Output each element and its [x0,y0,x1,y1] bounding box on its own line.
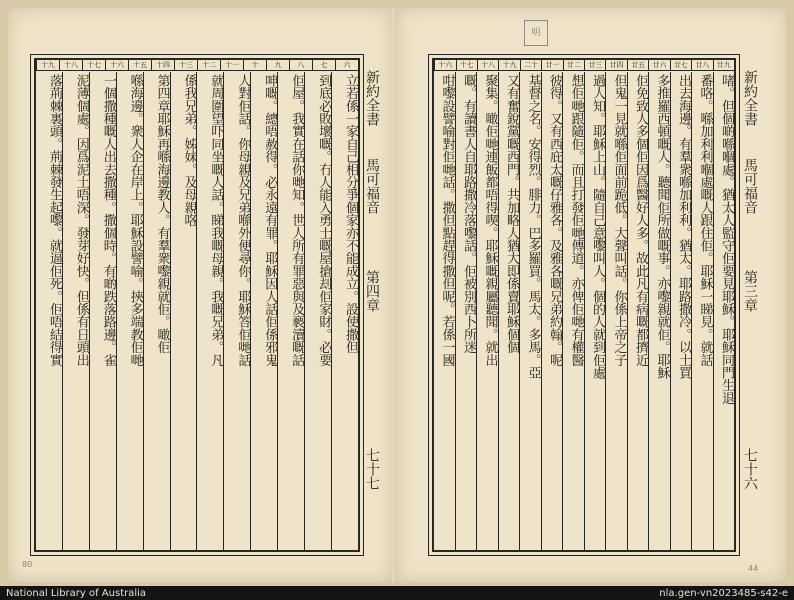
text-column: 嘅。有讀書人自耶路撒冷落嚟話。佢被別西卜所迷 [455,72,477,550]
right-pencil-mark: 44 [748,564,759,573]
viewer-footer [0,586,794,600]
left-book-title: 新約全書 [364,70,380,126]
text-column: 想佢哋跟隨佢。而且打發佢哋傳道。亦俾佢哋有權醫 [562,72,584,550]
text-column: 第四章耶穌再喺海邊教人。有羣衆嚟親就佢。噉佢 [143,72,170,550]
left-text-frame [34,58,360,552]
text-column: 呻嘅。總唔赦得。必永遠有罪。耶穌因人話佢係邪鬼 [250,72,277,550]
right-book-title: 新約全書 [742,70,758,126]
verse-number: 十七 [456,60,477,70]
library-stamp: 明 [524,20,548,46]
text-column: 佢免致人多個佢因爲醫好人多。故此凡有病嘅都擠近 [627,72,649,550]
verse-number: 二十 [520,60,541,70]
verse-number: 廿三 [584,60,605,70]
text-column: 一個撒種嘅人出去撒種。撒個時。有啲跌落路邊。雀 [89,72,116,550]
text-column: 多推羅西頓嘅人。聽聞佢所做嘅事。亦嚟親就佢。耶穌 [648,72,670,550]
text-column: 咁嚟設譬喻對佢哋話。撒但點趕得撒但呢。若係一國 [439,74,455,367]
verse-number: 十五 [128,60,151,70]
verse-number: 廿七 [670,60,691,70]
right-text-frame [432,58,736,552]
verse-number: 十七 [82,60,105,70]
verse-number: 十一 [220,60,243,70]
text-column: 就周圍望吓同坐嘅人話。睇我嘅母親。我嘅兄弟。凡 [196,72,223,550]
verse-number: 十六 [434,60,455,70]
verse-number: 十八 [59,60,82,70]
verse-number: 十六 [105,60,128,70]
left-chapter-label: 第四章 [364,270,380,312]
right-page [396,8,786,582]
verse-number: 六 [335,60,358,70]
text-column: 彼得。又有西庇太嘅仔雅各。及雅各嘅兄弟約翰。呢 [541,72,563,550]
verse-number: 廿六 [648,60,669,70]
text-column: 立若係一家自己相分爭個家亦不能成立。設使撒但 [331,72,358,550]
text-column: 但鬼一見就喺佢面前跪低。大聲叫話。你係上帝之子 [605,72,627,550]
verse-number: 九 [266,60,289,70]
verse-number: 八 [289,60,312,70]
text-column: 基督之名。安得烈。腓力。巴多羅買。馬太。多馬。亞 [519,72,541,550]
verse-number: 廿四 [605,60,626,70]
footer-item-id: nla.gen-vn2023485-s42-e [659,587,788,599]
verse-number: 七 [312,60,335,70]
left-page [8,8,392,582]
verse-number: 十四 [151,60,174,70]
text-column: 人對佢話。你母親及兄弟喺外便尋你。耶穌答佢哋話 [223,72,250,550]
right-text-body [434,72,734,550]
text-column: 過人知。耶穌上山。隨自己意嚟叫人。個的人就到佢處 [584,72,606,550]
left-text-body [36,72,358,550]
verse-number: 十九 [36,60,59,70]
text-column: 番咯。喺加利利嗰處嘅人跟住佢。耶穌一睇見。就話 [691,72,713,550]
footer-library-name: National Library of Australia [6,587,147,599]
left-verse-header [36,60,358,71]
text-column: 落荊棘裏頭。荊棘發生起嚟。就逼佢死。佢唔結得實 [46,74,62,367]
text-column: 到底必敗壞嘅。冇人能入勇士嘅屋搶刦佢家財。必要 [304,72,331,550]
text-column: 出去海邊。有羣衆喺加利利。猶太。耶路撒冷。以土買 [670,72,692,550]
verse-number: 十二 [197,60,220,70]
text-column: 啫。但個啲喺嗰處。猶太人監守佢要見耶穌。耶穌同門生退 [713,72,735,550]
verse-number: 十九 [498,60,519,70]
verse-number: 廿五 [627,60,648,70]
right-gospel-title: 馬可福音 [742,158,758,214]
text-column: 又有奮銳黨嘅西門。共加略人猶大即係賣耶穌個個 [498,72,520,550]
left-pencil-mark: 80 [22,560,33,569]
right-page-number: 七十六 [742,448,758,490]
text-column: 佢屋。我實在話你哋知。世人所有罪惡與及褻瀆嘅話 [277,72,304,550]
text-column: 係我兄弟。姊妹。及母親咯 [170,72,197,550]
left-gospel-title: 馬可福音 [364,158,380,214]
left-page-number: 七十七 [364,448,380,490]
verse-number: 廿一 [541,60,562,70]
text-column: 泥薄個處。因爲泥土唔深。發芽好快。但係有日頭出 [62,72,89,550]
verse-number: 十八 [477,60,498,70]
verse-number: 十 [243,60,266,70]
right-verse-header [434,60,734,71]
verse-number: 廿八 [691,60,712,70]
verse-number: 十三 [174,60,197,70]
text-column: 喺海邊。衆人企在岸上。耶穌設譬喻。挾多端教佢哋 [116,72,143,550]
verse-number: 廿二 [563,60,584,70]
verse-number: 廿九 [713,60,734,70]
text-column: 聚集。噉佢哋連飯都唔得喫。耶穌嘅親屬聽聞。就出 [476,72,498,550]
right-chapter-label: 第三章 [742,270,758,312]
